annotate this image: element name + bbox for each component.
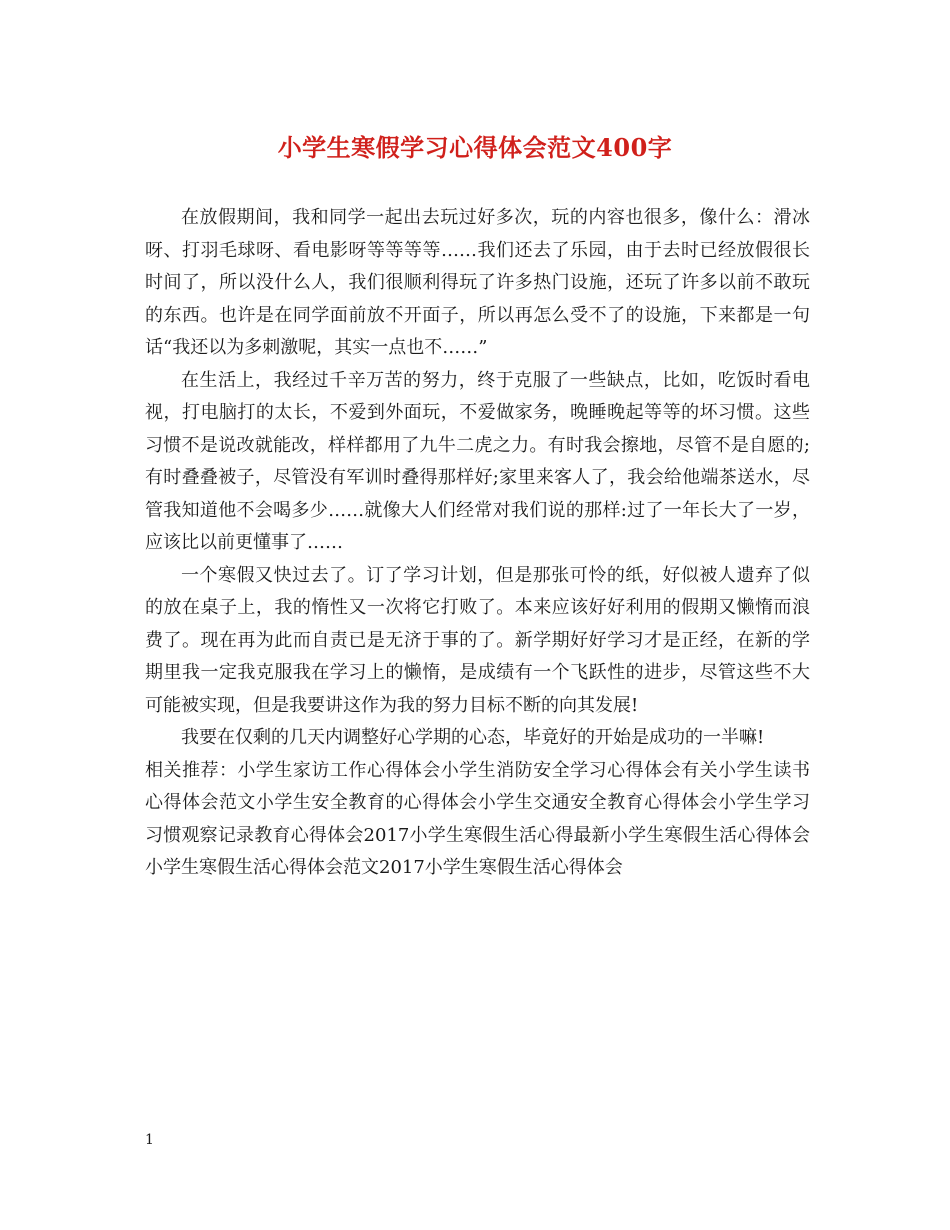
related-recommendations: 相关推荐：小学生家访工作心得体会小学生消防安全学习心得体会有关小学生读书心得体会范文小学生安全教育的心得体会小学生交通安全教育心得体会小学生学习习惯观察记录教育心得体会2017小学生寒假生活心得最新小学生寒假生活心得体会小学生寒假生活心得体会范文2017小学生寒假生活心得体会: [145, 759, 810, 878]
paragraph-4: 我要在仅剩的几天内调整好心学期的心态，毕竟好的开始是成功的一半嘛!: [181, 727, 765, 748]
paragraph-2: 在生活上，我经过千辛万苦的努力，终于克服了一些缺点，比如，吃饭时看电视，打电脑打的太长，不爱到外面玩，不爱做家务，晚睡晚起等等的坏习惯。这些习惯不是说改就能改，样样都用了九牛二虎之力。有时我会擦地，尽管不是自愿的;有时叠叠被子，尽管没有军训时叠得那样好;家里来客人了，我会给他端茶送水，尽管我知道他不会喝多少……就像大人们经常对我们说的那样:过了一年长大了一岁，应该比以前更懂事了……: [145, 369, 810, 553]
paragraph-1: 在放假期间，我和同学一起出去玩过好多次，玩的内容也很多，像什么：滑冰呀、打羽毛球呀、看电影呀等等等等……我们还去了乐园，由于去时已经放假很长时间了，所以没什么人，我们很顺利得玩了许多热门设施，还玩了许多以前不敢玩的东西。也许是在同学面前放不开面子，所以再怎么受不了的设施，下来都是一句话“我还以为多刺激呢，其实一点也不……”: [145, 207, 810, 358]
document-body: [145, 202, 810, 885]
document-title: 小学生寒假学习心得体会范文400字: [277, 133, 673, 162]
paragraph-3: 一个寒假又快过去了。订了学习计划，但是那张可怜的纸，好似被人遗弃了似的放在桌子上，我的惰性又一次将它打败了。本来应该好好利用的假期又懒惰而浪费了。现在再为此而自责已是无济于事的了。新学期好好学习才是正经，在新的学期里我一定我克服我在学习上的懒惰，是成绩有一个飞跃性的进步，尽管这些不大可能被实现，但是我要讲这作为我的努力目标不断的向其发展!: [145, 564, 810, 716]
page-number: 1: [145, 1132, 154, 1148]
